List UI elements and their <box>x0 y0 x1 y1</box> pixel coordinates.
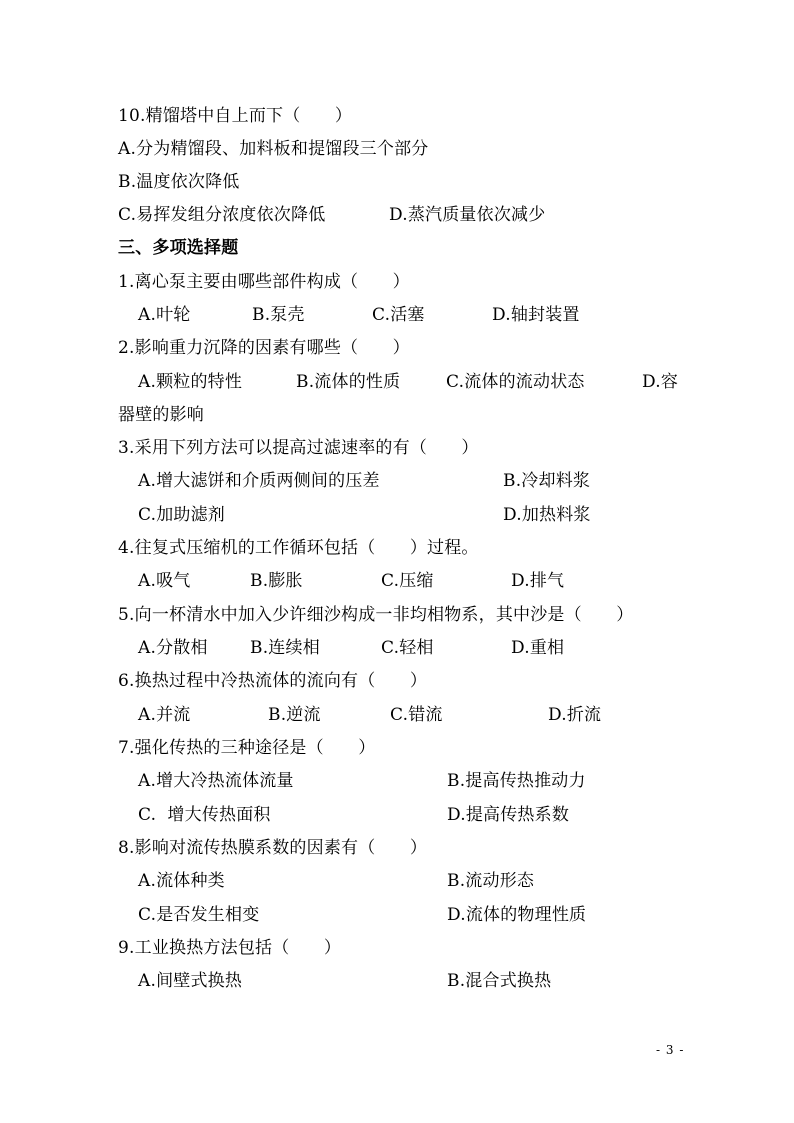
q7-option-c: C. 增大传热面积 <box>138 805 271 825</box>
q4-stem: 4.往复式压缩机的工作循环包括（ ）过程。 <box>118 538 479 558</box>
q5-option-b: B.连续相 <box>250 638 320 658</box>
q1-option-d: D.轴封装置 <box>492 305 580 325</box>
q4-option-c: C.压缩 <box>381 571 434 591</box>
page-number: - 3 - <box>656 1043 685 1057</box>
q7-option-b: B.提高传热推动力 <box>447 771 586 791</box>
q9-stem: 9.工业换热方法包括（ ） <box>118 938 342 958</box>
q10-option-d: D.蒸汽质量依次减少 <box>389 205 546 225</box>
q8-option-c: C.是否发生相变 <box>138 905 260 925</box>
q6-option-b: B.逆流 <box>268 705 321 725</box>
q10-stem: 10.精馏塔中自上而下（ ） <box>118 106 353 126</box>
q2-option-c: C.流体的流动状态 <box>446 372 585 392</box>
q2-option-d-part2: 器壁的影响 <box>118 405 204 425</box>
q6-option-d: D.折流 <box>548 705 602 725</box>
q7-option-a: A.增大冷热流体流量 <box>138 771 294 791</box>
q1-option-b: B.泵壳 <box>252 305 305 325</box>
q9-option-a: A.间壁式换热 <box>138 971 243 991</box>
q4-option-d: D.排气 <box>511 571 565 591</box>
q5-stem: 5.向一杯清水中加入少许细沙构成一非均相物系，其中沙是（ ） <box>118 605 634 625</box>
q4-option-a: A.吸气 <box>138 571 191 591</box>
q2-option-d-part1: D.容 <box>642 372 679 392</box>
q7-option-d: D.提高传热系数 <box>447 805 570 825</box>
q7-stem: 7.强化传热的三种途径是（ ） <box>118 738 376 758</box>
q5-option-d: D.重相 <box>511 638 565 658</box>
q8-stem: 8.影响对流传热膜系数的因素有（ ） <box>118 838 428 858</box>
q2-option-a: A.颗粒的特性 <box>138 372 243 392</box>
q1-option-a: A.叶轮 <box>138 305 191 325</box>
q6-option-a: A.并流 <box>138 705 191 725</box>
q2-option-b: B.流体的性质 <box>296 372 401 392</box>
q10-option-c: C.易挥发组分浓度依次降低 <box>118 205 326 225</box>
q4-option-b: B.膨胀 <box>250 571 303 591</box>
q3-stem: 3.采用下列方法可以提高过滤速率的有（ ） <box>118 438 479 458</box>
q2-stem: 2.影响重力沉降的因素有哪些（ ） <box>118 338 410 358</box>
q1-option-c: C.活塞 <box>372 305 425 325</box>
q6-option-c: C.错流 <box>390 705 443 725</box>
q6-stem: 6.换热过程中冷热流体的流向有（ ） <box>118 671 428 691</box>
q9-option-b: B.混合式换热 <box>447 971 552 991</box>
q3-option-b: B.冷却料浆 <box>503 471 591 491</box>
q3-option-c: C.加助滤剂 <box>138 505 226 525</box>
q3-option-a: A.增大滤饼和介质两侧间的压差 <box>138 471 380 491</box>
q10-option-a: A.分为精馏段、加料板和提馏段三个部分 <box>118 139 429 159</box>
q8-option-a: A.流体种类 <box>138 871 225 891</box>
q1-stem: 1.离心泵主要由哪些部件构成（ ） <box>118 272 410 292</box>
q5-option-c: C.轻相 <box>381 638 434 658</box>
q5-option-a: A.分散相 <box>138 638 208 658</box>
q8-option-d: D.流体的物理性质 <box>447 905 587 925</box>
q3-option-d: D.加热料浆 <box>503 505 591 525</box>
section-heading: 三、多项选择题 <box>118 238 239 258</box>
q8-option-b: B.流动形态 <box>447 871 535 891</box>
q10-option-b: B.温度依次降低 <box>118 172 240 192</box>
